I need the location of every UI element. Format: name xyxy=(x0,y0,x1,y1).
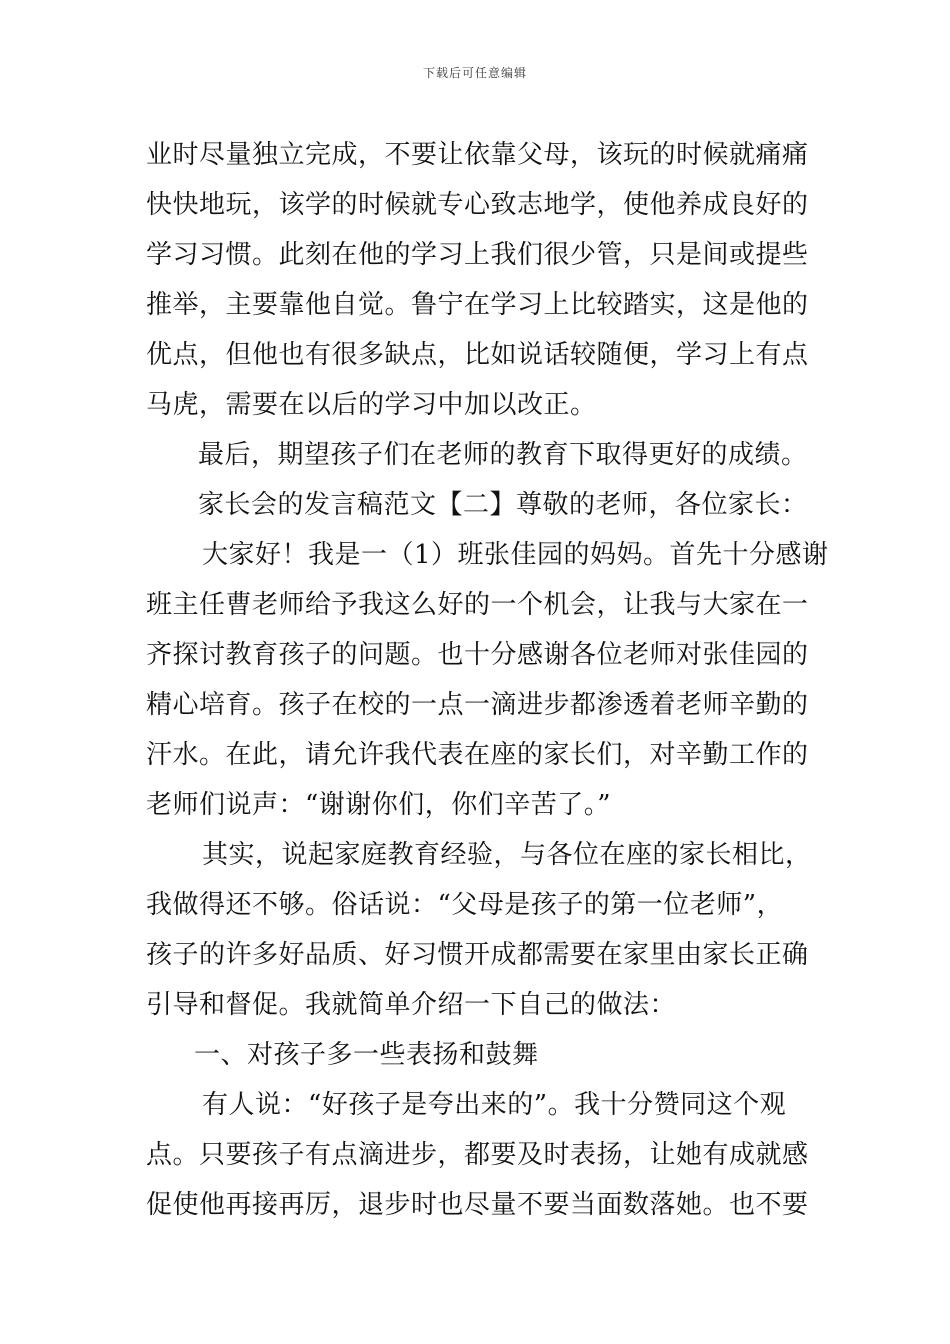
paragraph-line: 大家好！我是一（1）班张佳园的妈妈。首先十分感谢 xyxy=(202,540,829,570)
section-heading: 家长会的发言稿范文【二】尊敬的老师，各位家长： xyxy=(198,490,808,520)
text-line: 汗水。在此，请允许我代表在座的家长们，对辛勤工作的 xyxy=(146,740,809,770)
text-line: 精心培育。孩子在校的一点一滴进步都渗透着老师辛勤的 xyxy=(146,690,809,720)
text-line: 学习习惯。此刻在他的学习上我们很少管，只是间或提些 xyxy=(146,240,809,270)
text-line: 点。只要孩子有点滴进步，都要及时表扬，让她有成就感 xyxy=(146,1140,809,1170)
text-line: 引导和督促。我就简单介绍一下自己的做法： xyxy=(146,990,677,1020)
paragraph-line: 最后，期望孩子们在老师的教育下取得更好的成绩。 xyxy=(198,440,808,470)
text-line: 我做得还不够。俗话说：“父母是孩子的第一位老师”， xyxy=(146,890,784,920)
paragraph-line: 有人说：“好孩子是夸出来的”。我十分赞同这个观 xyxy=(202,1090,787,1120)
page-header: 下载后可任意编辑 xyxy=(422,66,527,80)
text-line: 快快地玩，该学的时候就专心致志地学，使他养成良好的 xyxy=(146,190,809,220)
text-line: 促使他再接再厉，退步时也尽量不要当面数落她。也不要 xyxy=(146,1190,809,1220)
text-line: 业时尽量独立完成，不要让依靠父母，该玩的时候就痛痛 xyxy=(146,140,809,170)
text-line: 班主任曹老师给予我这么好的一个机会，让我与大家在一 xyxy=(146,590,809,620)
text-line: 老师们说声：“谢谢你们，你们辛苦了。” xyxy=(146,790,612,820)
text-line: 孩子的许多好品质、好习惯开成都需要在家里由家长正确 xyxy=(146,940,809,970)
text-line: 优点，但他也有很多缺点，比如说话较随便，学习上有点 xyxy=(146,340,809,370)
text-line: 马虎，需要在以后的学习中加以改正。 xyxy=(146,390,597,420)
text-line: 齐探讨教育孩子的问题。也十分感谢各位老师对张佳园的 xyxy=(146,640,809,670)
document-body xyxy=(146,130,829,1230)
subsection-heading: 一、对孩子多一些表扬和鼓舞 xyxy=(194,1040,539,1070)
text-line: 推举，主要靠他自觉。鲁宁在学习上比较踏实，这是他的 xyxy=(146,290,809,320)
paragraph-line: 其实，说起家庭教育经验，与各位在座的家长相比， xyxy=(202,840,812,870)
